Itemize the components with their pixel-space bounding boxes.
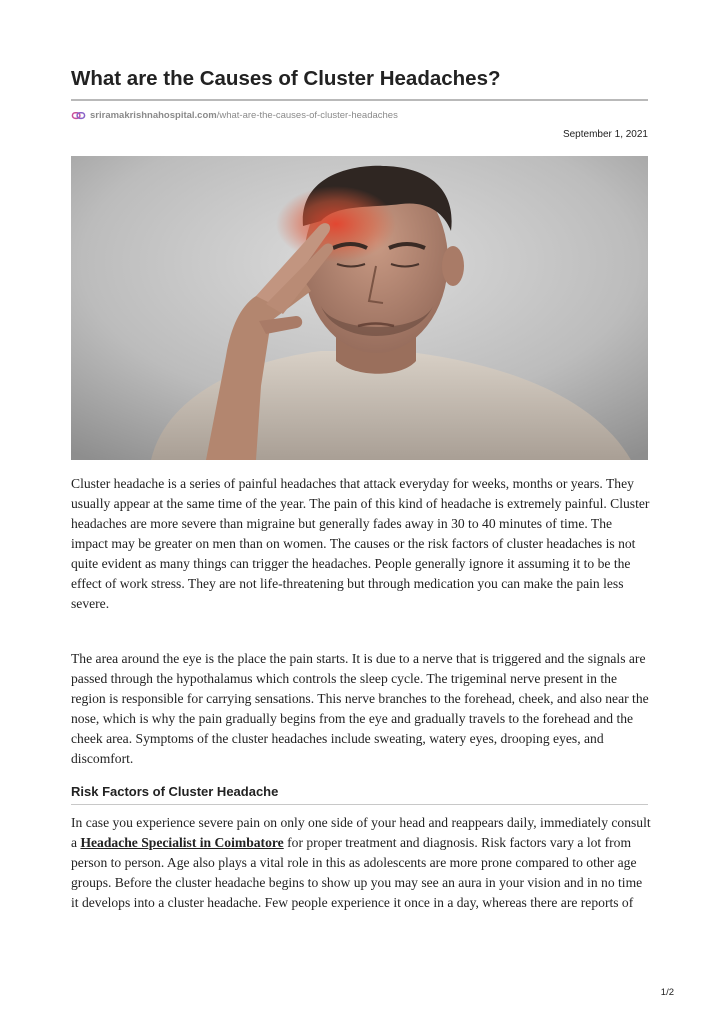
paragraph-symptoms: The area around the eye is the place the pain starts. It is due to a nerve that is triggered and the signals are passed through the hypothalamus which controls the sleep cycle. The trigeminal nerve present in the region is responsible for carrying sensations. This nerve branches to the forehead, cheek, and also near the nose, which is why the pain gradually begins from the eye and gradually travels to the forehead and the cheek area. Symptoms of the cluster headaches include sweating, watery eyes, drooping eyes, and discomfort.	[71, 651, 649, 766]
source-link[interactable]	[71, 107, 398, 123]
paragraph-intro: Cluster headache is a series of painful headaches that attack everyday for weeks, months or years. They usually appear at the same time of the year. The pain of this kind of headache is extremely painful. Cluster headaches are more severe than migraine but generally fades away in 30 to 40 minutes of time. The impact may be greater on men than on women. The causes or the risk factors of cluster headaches is not quite evident as many things can trigger the headaches. People generally ignore it assuming it to be the effect of work stress. They are not life-threatening but through medication you can make the pain less severe.	[71, 476, 650, 611]
source-domain[interactable]: sriramakrishnahospital.com	[90, 109, 217, 121]
link-icon	[71, 108, 86, 123]
page-number: 1/2	[660, 987, 674, 998]
title-divider	[71, 99, 648, 101]
section-heading-risk-factors: Risk Factors of Cluster Headache	[71, 784, 279, 799]
section-divider	[71, 804, 648, 805]
man-with-headache-illustration	[71, 156, 648, 460]
paragraph-risk-factors	[71, 813, 651, 913]
hero-image	[71, 156, 648, 460]
risk-text-before: In case you experience severe pain on only one side of your head and reappears daily, immediately consult a	[71, 815, 651, 850]
publish-date: September 1, 2021	[562, 129, 648, 140]
source-path[interactable]: /what-are-the-causes-of-cluster-headaches	[216, 109, 398, 121]
risk-text-after: for proper treatment and diagnosis. Risk factors vary a lot from person to person. Age also plays a vital role in this as adolescents are more prone compared to other age groups. Before the cluster headache begins to show up you may see an aura in your vision and in no time it develops into a cluster headache. Few people experience it once in a day, whereas there are reports of	[71, 835, 643, 910]
headache-specialist-link[interactable]: Headache Specialist in Coimbatore	[80, 835, 284, 850]
page-title: What are the Causes of Cluster Headaches?	[71, 67, 501, 90]
